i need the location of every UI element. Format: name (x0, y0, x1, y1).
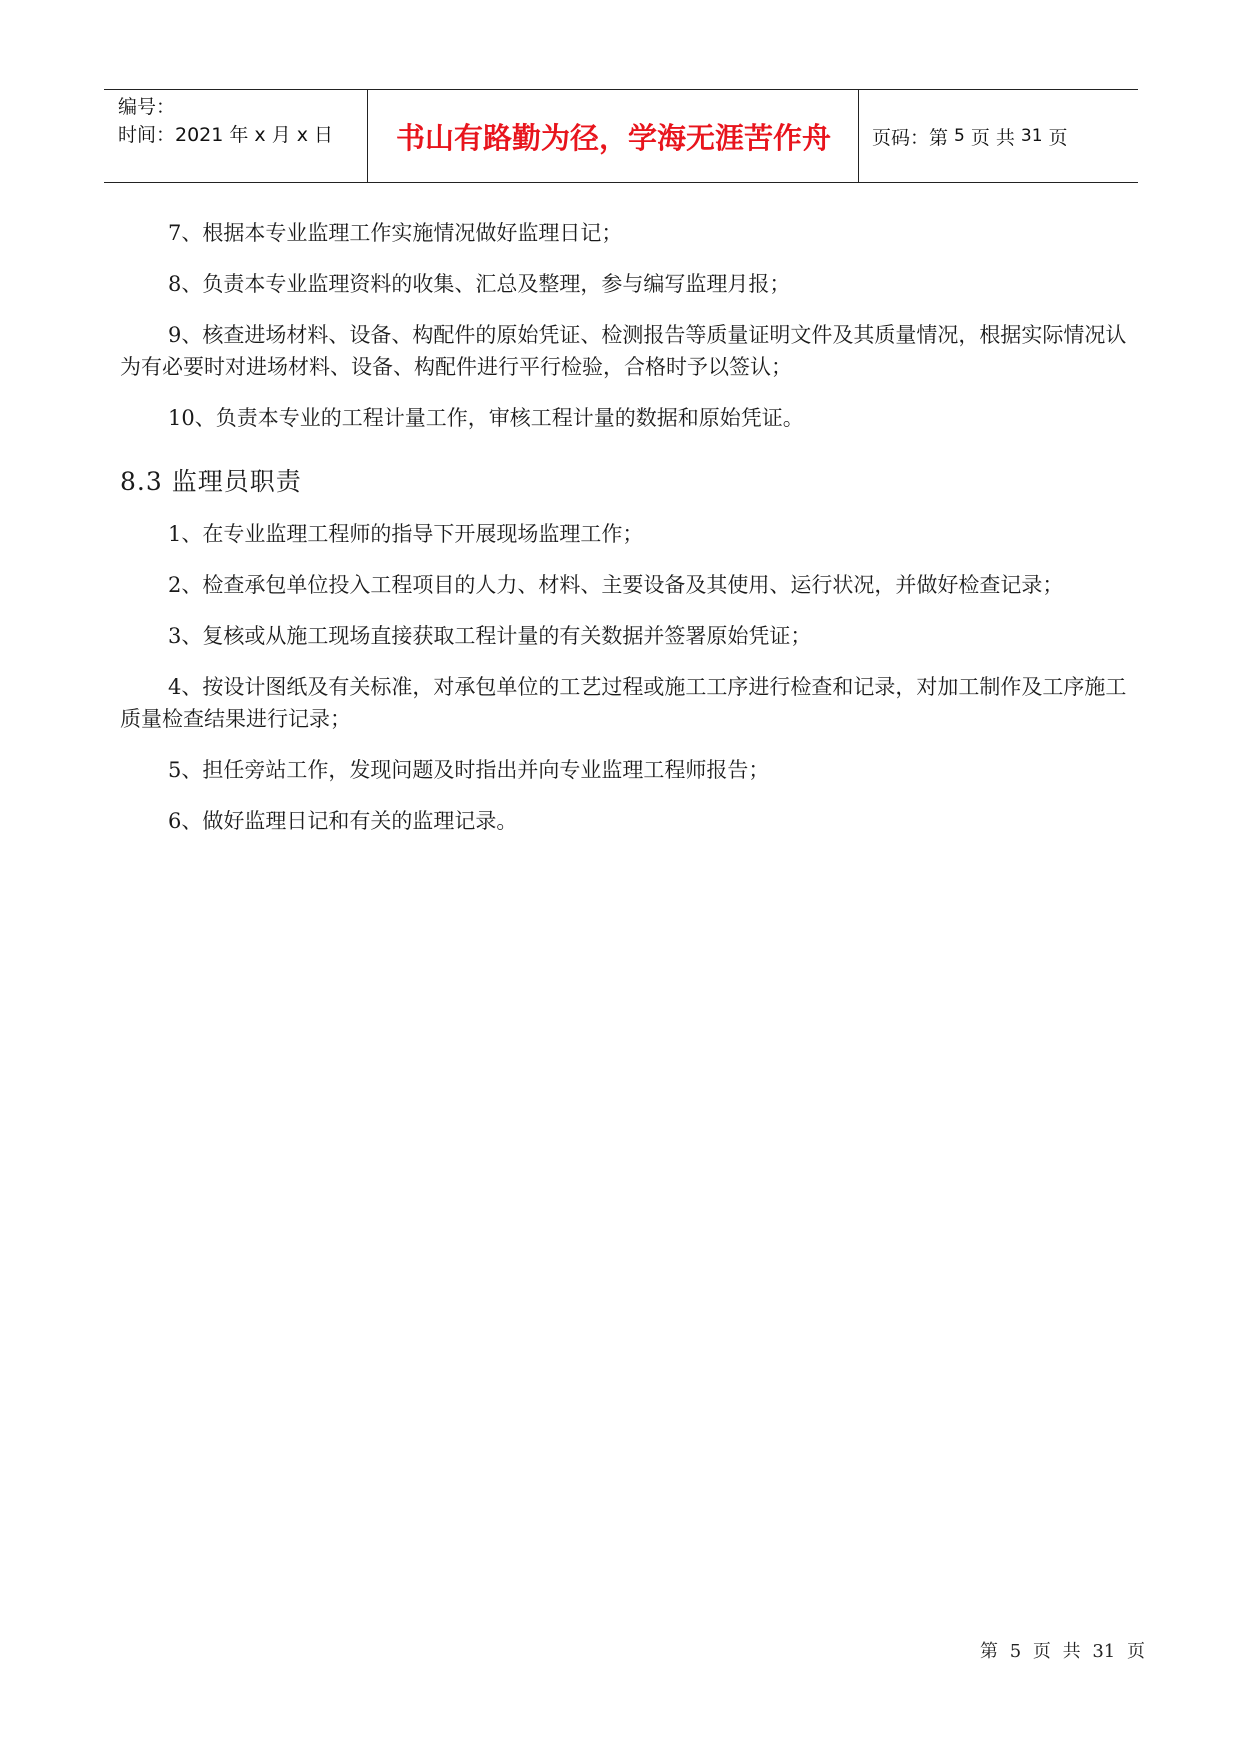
page-footer: 第 5 页 共 31 页 (980, 1641, 1145, 1662)
paragraph: 8、负责本专业监理资料的收集、汇总及整理，参与编写监理月报； (168, 272, 791, 296)
page-total: 31 (1020, 126, 1043, 146)
paragraph: 1、在专业监理工程师的指导下开展现场监理工作； (168, 522, 644, 546)
paragraph: 10、负责本专业的工程计量工作，审核工程计量的数据和原始凭证。 (168, 406, 804, 430)
page-prefix: 页码：第 (872, 126, 949, 149)
paragraph: 7、根据本专业监理工作实施情况做好监理日记； (168, 221, 623, 245)
header-page-info (872, 90, 1068, 182)
paragraph: 5、担任旁站工作，发现问题及时指出并向专业监理工程师报告； (168, 758, 770, 782)
page-current: 5 (954, 126, 965, 146)
header-meta (118, 93, 333, 149)
page-middle: 页 共 (970, 126, 1015, 149)
paragraph: 4、按设计图纸及有关标准，对承包单位的工艺过程或施工工序进行检查和记录，对加工制作及工序施工质量检查结果进行记录； (120, 675, 1127, 731)
page-header (104, 89, 1138, 183)
header-divider (367, 90, 368, 182)
paragraph: 9、核查进场材料、设备、构配件的原始凭证、检测报告等质量证明文件及其质量情况，根据实际情况认为有必要时对进场材料、设备、构配件进行平行检验，合格时予以签认； (120, 323, 1127, 379)
document-body (120, 217, 1130, 856)
paragraph: 2、检查承包单位投入工程项目的人力、材料、主要设备及其使用、运行状况，并做好检查记录； (168, 573, 1064, 597)
document-time-label: 时间：2021 年 x 月 x 日 (118, 124, 334, 146)
document-number-label: 编号： (118, 96, 176, 118)
header-divider (858, 90, 859, 182)
header-motto: 书山有路勤为径，学海无涯苦作舟 (395, 120, 831, 155)
paragraph: 3、复核或从施工现场直接获取工程计量的有关数据并签署原始凭证； (168, 624, 812, 648)
section-heading: 8.3 监理员职责 (120, 467, 302, 496)
paragraph: 6、做好监理日记和有关的监理记录。 (168, 809, 518, 833)
page-suffix: 页 (1048, 126, 1068, 149)
